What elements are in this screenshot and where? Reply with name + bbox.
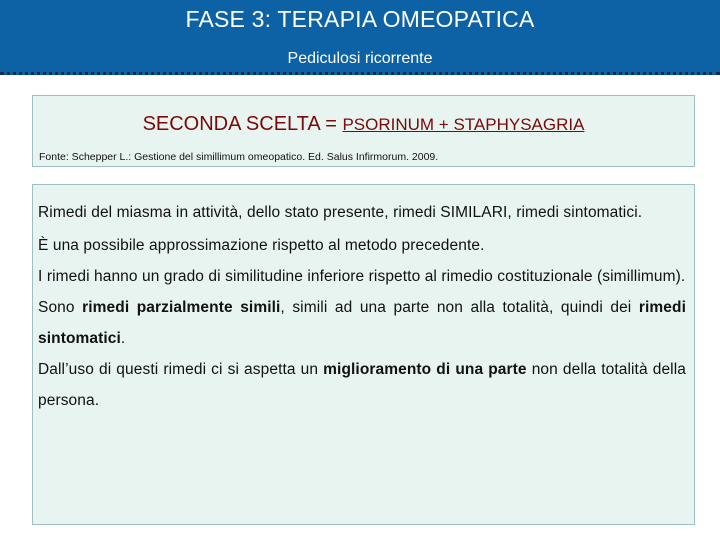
paragraph-3: I rimedi hanno un grado di similitudine inferiore rispetto al rimedio costituzionale (simillimum). [38, 268, 686, 285]
p5-bold: miglioramento di una parte [323, 361, 527, 378]
paragraph-2: È una possibile approssimazione rispetto al metodo precedente. [38, 237, 485, 254]
p5-text-b: non della totalità della persona. [38, 361, 686, 409]
choice-label: SECONDA SCELTA = [142, 113, 343, 135]
choice-remedy: PSORINUM + STAPHYSAGRIA [342, 115, 585, 134]
content-box [32, 184, 695, 525]
p4-text-c: . [120, 330, 126, 347]
slide-title: FASE 3: TERAPIA OMEOPATICA [185, 6, 535, 32]
p4-text-b: , simili ad una parte non alla totalità, quindi dei [280, 299, 639, 316]
choice-box [32, 95, 695, 167]
paragraph-1: Rimedi del miasma in attività, dello stato presente, rimedi SIMILARI, rimedi sintomatici. [38, 204, 643, 221]
slide-subtitle: Pediculosi ricorrente [287, 50, 433, 67]
p4-bold-a: rimedi parzialmente simili [82, 299, 281, 316]
paragraph-4 [38, 292, 686, 354]
title-banner [0, 0, 720, 75]
p4-text-a: Sono [38, 299, 83, 316]
p5-text-a: Dall’uso di questi rimedi ci si aspetta un [38, 361, 324, 378]
source-citation: Fonte: Schepper L.: Gestione del simillimum omeopatico. Ed. Salus Infirmorum. 2009. [39, 151, 439, 163]
choice-heading [33, 113, 694, 136]
p4-bold-b: rimedi sintomatici [38, 299, 686, 347]
paragraph-5 [38, 354, 686, 416]
